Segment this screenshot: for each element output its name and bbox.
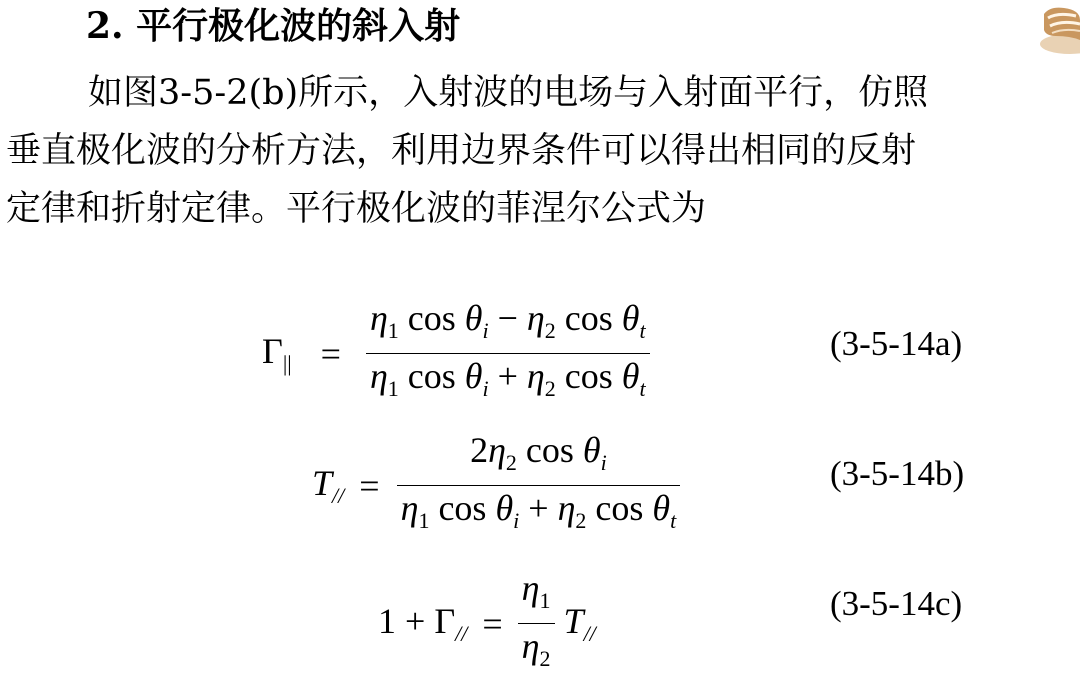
equation-number-c: (3-5-14c)	[830, 584, 963, 623]
subscript: i	[600, 450, 607, 475]
paragraph-line-3: 定律和折射定律。平行极化波的菲涅尔公式为	[6, 189, 707, 229]
subscript: 2	[575, 508, 587, 533]
subscript: t	[670, 508, 677, 533]
subscript: 2	[544, 318, 556, 343]
subscript: 1	[539, 588, 551, 613]
fraction	[397, 428, 681, 543]
subscript: t	[639, 318, 646, 343]
plus-sign: +	[488, 356, 527, 396]
eta-symbol: η	[488, 430, 506, 470]
eta-symbol: η	[521, 568, 540, 608]
cos-function: cos	[555, 356, 622, 396]
eta-symbol: η	[526, 298, 545, 338]
eta-symbol: η	[557, 488, 576, 528]
eta-symbol: η	[526, 356, 545, 396]
fraction	[366, 296, 650, 411]
paragraph-line-1: 如图3-5-2(b)所示，入射波的电场与入射面平行，仿照	[88, 73, 929, 113]
subscript: 1	[387, 318, 399, 343]
parallel-subscript: ||	[282, 351, 292, 376]
plus-sign: +	[519, 488, 558, 528]
numerator	[518, 566, 555, 623]
theta-symbol: θ	[495, 488, 514, 528]
equals-sign: =	[482, 603, 503, 644]
cos-function: cos	[586, 488, 653, 528]
parallel-subscript: //	[332, 483, 345, 508]
eta-symbol: η	[369, 298, 388, 338]
transmission-symbol: T	[563, 601, 584, 641]
subscript: i	[482, 376, 489, 401]
equation-3-5-14a	[262, 296, 650, 411]
cos-function: cos	[429, 488, 496, 528]
cos-function: cos	[398, 356, 465, 396]
parallel-subscript: //	[583, 621, 596, 646]
parallel-subscript: //	[455, 621, 468, 646]
cos-function: cos	[398, 298, 465, 338]
subscript: 1	[387, 376, 399, 401]
subscript: 1	[418, 508, 430, 533]
subscript: i	[513, 508, 520, 533]
theta-symbol: θ	[621, 356, 640, 396]
equation-3-5-14b	[312, 428, 680, 543]
body-paragraph	[6, 64, 1078, 238]
equation-3-5-14c	[378, 566, 596, 681]
cos-function: cos	[555, 298, 622, 338]
subscript: 2	[505, 450, 517, 475]
theta-symbol: θ	[464, 356, 483, 396]
section-heading: 2. 平行极化波的斜入射	[86, 5, 461, 47]
fraction	[518, 566, 555, 681]
eta-symbol: η	[369, 356, 388, 396]
subscript: i	[482, 318, 489, 343]
numerator	[397, 428, 681, 485]
equation-number-a: (3-5-14a)	[830, 324, 963, 363]
denominator	[366, 354, 650, 411]
denominator	[518, 624, 555, 681]
theta-symbol: θ	[582, 430, 601, 470]
subscript: 2	[544, 376, 556, 401]
paragraph-line-2: 垂直极化波的分析方法，利用边界条件可以得出相同的反射	[6, 131, 917, 171]
gamma-symbol: Γ	[434, 601, 456, 641]
equals-sign: =	[320, 333, 341, 374]
minus-sign: −	[488, 298, 527, 338]
equation-lhs	[378, 600, 467, 647]
equation-number-b: (3-5-14b)	[830, 454, 965, 493]
coefficient: 2	[470, 430, 489, 470]
theta-symbol: θ	[621, 298, 640, 338]
numerator	[366, 296, 650, 353]
subscript: 2	[539, 646, 551, 671]
equation-lhs	[262, 330, 292, 377]
cos-function: cos	[516, 430, 583, 470]
coffee-cup-logo-icon	[1030, 0, 1080, 58]
eta-symbol: η	[400, 488, 419, 528]
eta-symbol: η	[521, 626, 540, 666]
equation-lhs	[312, 462, 344, 509]
denominator	[397, 486, 681, 543]
subscript: t	[639, 376, 646, 401]
equation-rhs	[564, 600, 596, 647]
transmission-symbol: T	[312, 463, 333, 503]
theta-symbol: θ	[464, 298, 483, 338]
gamma-symbol: Γ	[262, 331, 283, 371]
equals-sign: =	[359, 465, 380, 506]
theta-symbol: θ	[652, 488, 671, 528]
lhs-prefix: 1 +	[378, 601, 435, 641]
